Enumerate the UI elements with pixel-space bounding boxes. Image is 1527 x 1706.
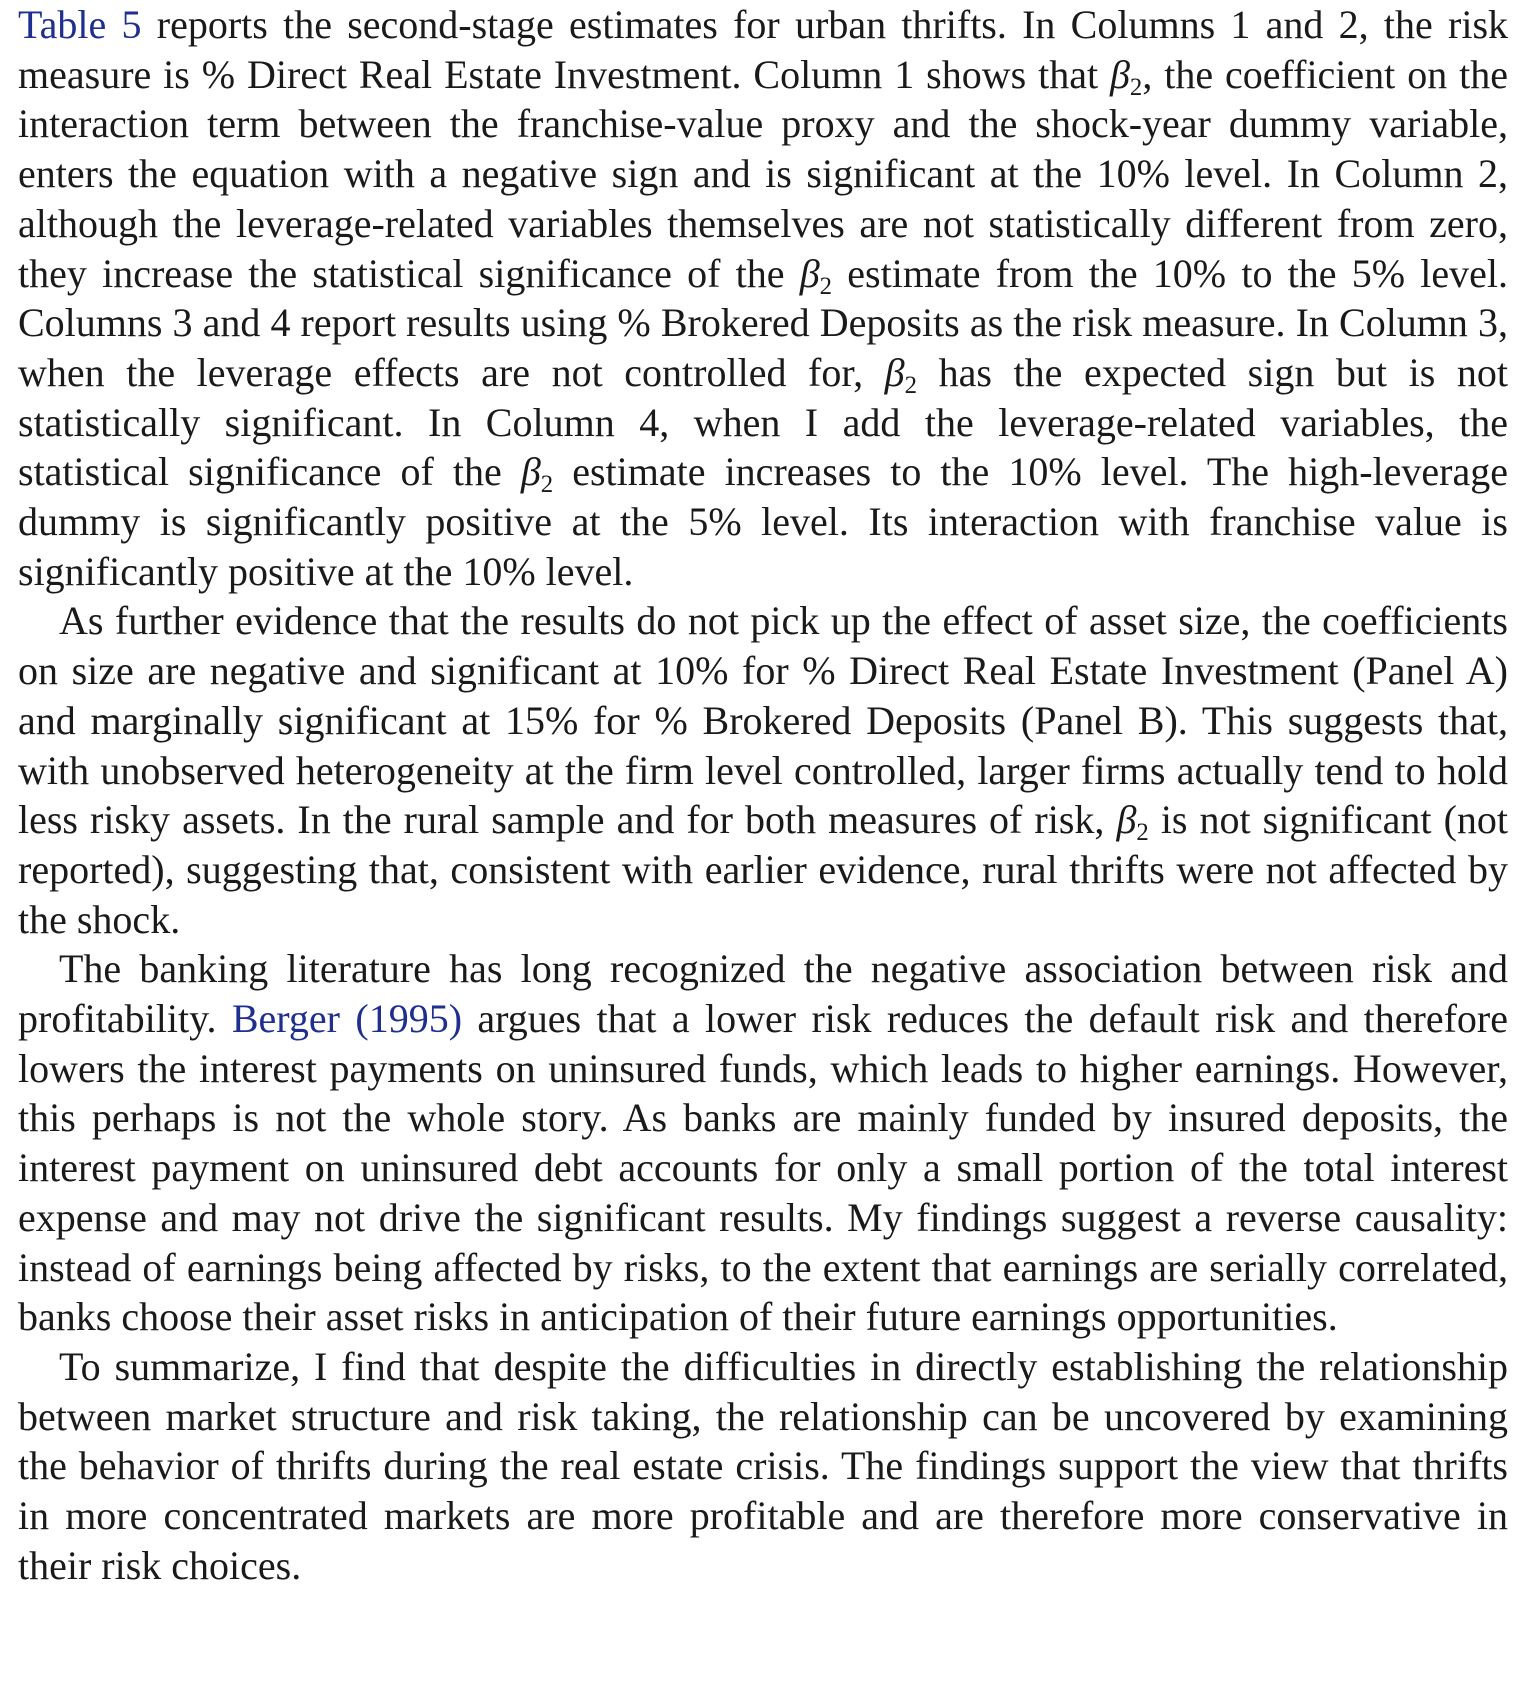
beta-symbol [1109, 51, 1143, 101]
beta-symbol [799, 250, 833, 300]
body-text: has the expected sign but is not statistically significant. In Column 4, when I add the leverage-related variables, the statistical significance of the [18, 349, 1509, 495]
beta-letter: β [520, 449, 541, 495]
body-text: To summarize, I find that despite the difficulties in directly establishing the relationship between market structure and risk taking, the relationship can be uncovered by examining the behavior of thrifts during the real estate crisis. The findings support the view that thrifts in more concentrated markets are more profitable and are therefore more conservative in their risk choices. [18, 1343, 1508, 1588]
body-text: estimate from the 10% to the 5% level. Columns 3 and 4 report results using % Brokered Deposits as the risk measure. In Column 3, when the leverage effects are not controlled for, [18, 250, 1508, 395]
body-text: estimate increases to the 10% level. The high-leverage dummy is significantly positive at the 5% level. Its interaction with franchise value is significantly positive at the 10% level. [18, 449, 1508, 594]
reference-link[interactable]: Berger (1995) [231, 996, 463, 1042]
beta-subscript: 2 [819, 272, 833, 300]
reference-link[interactable]: Table 5 [18, 2, 142, 47]
body-text: , the coefficient on the interaction term between the franchise-value proxy and the shock-year dummy variable, enters the equation with a negative sign and is significant at the 10% level. In Column 2, although the leverage-related variables themselves are not statistically different from zero, they increase the statistical significance of the [18, 51, 1508, 296]
beta-letter: β [1109, 51, 1130, 97]
beta-symbol [884, 349, 917, 399]
paragraph-summary [18, 1342, 1508, 1591]
beta-symbol [520, 449, 554, 499]
beta-subscript: 2 [904, 371, 917, 399]
beta-letter: β [799, 250, 820, 296]
body-text: is not significant (not reported), suggesting that, consistent with earlier evidence, rural thrifts were not affected by the shock. [18, 797, 1508, 942]
paragraph-banking-literature [18, 944, 1508, 1342]
paragraph-asset-size [18, 596, 1508, 944]
body-text: argues that a lower risk reduces the default risk and therefore lowers the interest payments on uninsured funds, which leads to higher earnings. However, this perhaps is not the whole story. As banks are mainly funded by insured deposits, the interest payment on uninsured debt accounts for only a small portion of the total interest expense and may not drive the significant results. My findings suggest a reverse causality: instead of earnings being affected by risks, to the extent that earnings are serially correlated, banks choose their asset risks in anticipation of their future earnings opportunities. [18, 996, 1508, 1340]
beta-subscript: 2 [1129, 73, 1143, 101]
body-text: As further evidence that the results do not pick up the effect of asset size, the coefficients on size are negative and significant at 10% for % Direct Real Estate Investment (Panel A) and marginally significant at 15% for % Brokered Deposits (Panel B). This suggests that, with unobserved heterogeneity at the firm level controlled, larger firms actually tend to hold less risky assets. In the rural sample and for both measures of risk, [18, 598, 1508, 843]
beta-subscript: 2 [1136, 819, 1149, 847]
body-text: reports the second-stage estimates for urban thrifts. In Columns 1 and 2, the risk measure is % Direct Real Estate Investment. Column 1 shows that [18, 2, 1509, 97]
body-text: The banking literature has long recognized the negative association between risk and profitability. [18, 946, 1508, 1042]
beta-symbol [1116, 797, 1149, 847]
beta-letter: β [884, 349, 905, 395]
beta-subscript: 2 [540, 471, 554, 499]
beta-letter: β [1116, 797, 1137, 843]
paragraph-table5-results [18, 0, 1508, 596]
